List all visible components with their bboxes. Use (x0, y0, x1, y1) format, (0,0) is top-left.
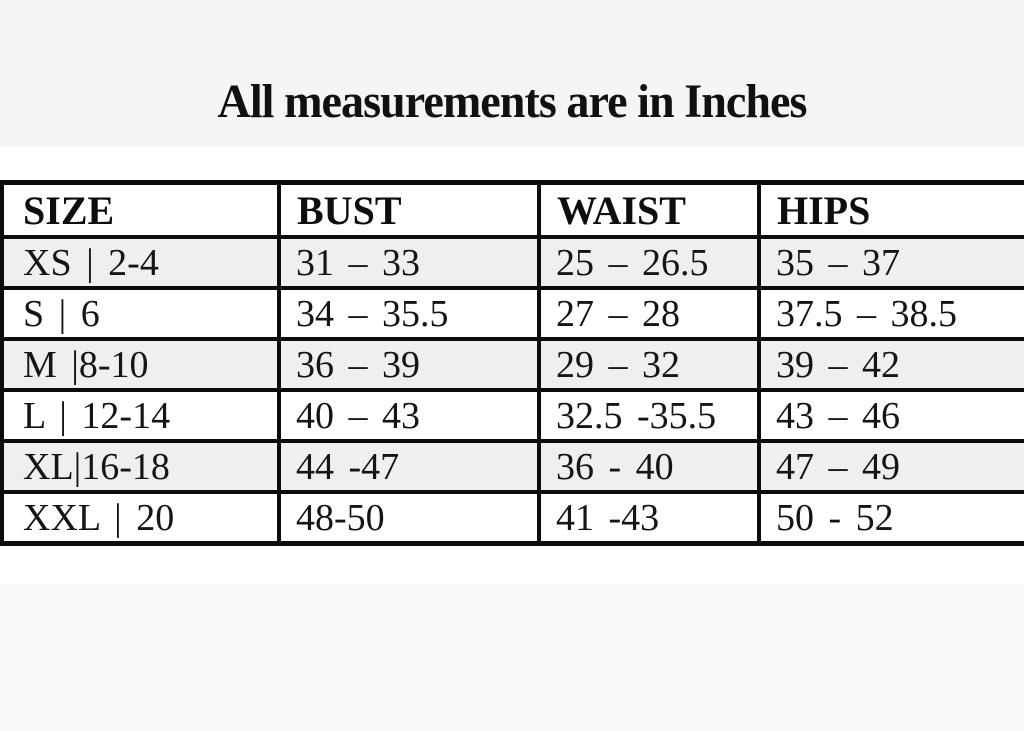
cell-waist: 25 – 26.5 (539, 237, 759, 288)
cell-waist: 32.5 -35.5 (539, 390, 759, 441)
cell-bust: 36 – 39 (279, 339, 539, 390)
page-title: All measurements are in Inches (217, 75, 807, 128)
cell-bust: 44 -47 (279, 441, 539, 492)
cell-waist: 27 – 28 (539, 288, 759, 339)
table-row-xs (2, 237, 1024, 288)
column-header-size: SIZE (2, 183, 279, 238)
cell-size: L | 12-14 (2, 390, 279, 441)
size-table (0, 180, 1024, 546)
table-row-s (2, 288, 1024, 339)
cell-hips: 39 – 42 (759, 339, 1024, 390)
cell-bust: 31 – 33 (279, 237, 539, 288)
size-table-section (0, 180, 1024, 546)
cell-hips: 47 – 49 (759, 441, 1024, 492)
cell-size: XS | 2-4 (2, 237, 279, 288)
footer-band (0, 584, 1024, 731)
table-row-xl (2, 441, 1024, 492)
cell-size: M |8-10 (2, 339, 279, 390)
cell-waist: 36 - 40 (539, 441, 759, 492)
cell-bust: 34 – 35.5 (279, 288, 539, 339)
header-band (0, 0, 1024, 147)
cell-size: XXL | 20 (2, 492, 279, 544)
cell-size: XL|16-18 (2, 441, 279, 492)
table-header-row (2, 183, 1024, 238)
cell-bust: 48-50 (279, 492, 539, 544)
cell-hips: 37.5 – 38.5 (759, 288, 1024, 339)
cell-waist: 41 -43 (539, 492, 759, 544)
table-row-xxl (2, 492, 1024, 544)
cell-bust: 40 – 43 (279, 390, 539, 441)
table-row-m (2, 339, 1024, 390)
column-header-waist: WAIST (539, 183, 759, 238)
cell-hips: 43 – 46 (759, 390, 1024, 441)
table-row-l (2, 390, 1024, 441)
cell-hips: 35 – 37 (759, 237, 1024, 288)
cell-size: S | 6 (2, 288, 279, 339)
cell-hips: 50 - 52 (759, 492, 1024, 544)
cell-waist: 29 – 32 (539, 339, 759, 390)
column-header-hips: HIPS (759, 183, 1024, 238)
column-header-bust: BUST (279, 183, 539, 238)
